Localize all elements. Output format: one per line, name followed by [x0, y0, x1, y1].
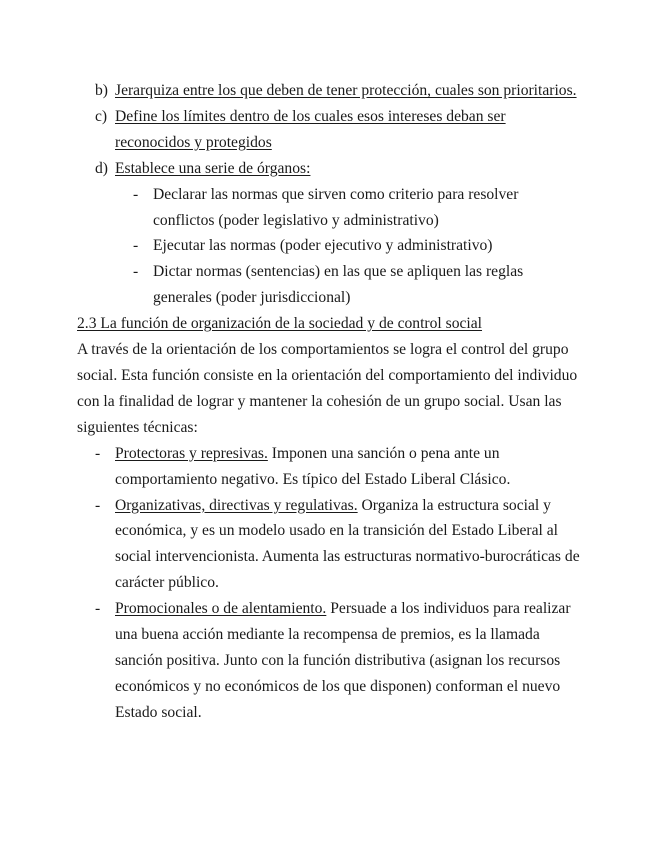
- technique-dash: -: [95, 496, 101, 514]
- technique-text: Persuade a los individuos para realizar una buena acción mediante la recompensa de premios, es la llamada sanción positiva. Junto con la función distributiva (asignan los recursos económicos y no económicos de los que disponen) conforman el nuevo Estado social.: [115, 600, 571, 721]
- list-marker: b): [95, 82, 108, 99]
- technique-dash: -: [95, 444, 101, 462]
- technique-text: Imponen una sanción o pena ante un comportamiento negativo. Es típico del Estado Liberal Clásico.: [115, 444, 511, 488]
- list-marker: c): [95, 107, 108, 125]
- technique-item: [77, 596, 582, 726]
- list-item-d: [77, 156, 582, 182]
- sub-item: [77, 259, 582, 311]
- sub-item: [77, 233, 582, 259]
- list-item-text: Jerarquiza entre los que deben de tener protección, cuales son prioritarios.: [115, 82, 577, 99]
- technique-text: Organiza la estructura social y económica, y es un modelo usado en la transición del Estado Liberal al social intervencionista. Aumenta las estructuras normativo-burocráticas de carácter público.: [115, 496, 580, 592]
- sub-item-dash: -: [133, 263, 139, 281]
- list-item-text: Define los límites dentro de los cuales esos intereses deban ser reconocidos y protegidos: [115, 107, 506, 151]
- technique-item: [77, 441, 582, 493]
- document-page: [77, 78, 582, 726]
- list-item-text: Establece una serie de órganos:: [115, 159, 311, 177]
- sub-item-text: Declarar las normas que sirven como criterio para resolver conflictos (poder legislativo y administrativo): [153, 185, 519, 229]
- sub-item: [77, 182, 582, 234]
- sub-item-text: Ejecutar las normas (poder ejecutivo y administrativo): [153, 237, 493, 255]
- technique-title: Protectoras y represivas.: [115, 444, 268, 462]
- section-heading-text: 2.3 La función de organización de la sociedad y de control social: [77, 315, 483, 333]
- section-heading: [77, 311, 582, 337]
- list-marker: d): [95, 159, 108, 177]
- list-item-b: [77, 78, 582, 104]
- section-paragraph: A través de la orientación de los comportamientos se logra el control del grupo social. Esta función consiste en la orientación del comportamiento del individuo con la finalidad de lograr y mantener la cohesión de un grupo social. Usan las siguientes técnicas:: [77, 341, 578, 436]
- technique-dash: -: [95, 600, 101, 618]
- sub-item-dash: -: [133, 185, 139, 203]
- technique-title: Organizativas, directivas y regulativas.: [115, 496, 358, 514]
- list-item-c: [77, 104, 582, 156]
- technique-item: [77, 493, 582, 597]
- technique-title: Promocionales o de alentamiento.: [115, 600, 327, 618]
- sub-item-dash: -: [133, 237, 139, 255]
- sub-item-text: Dictar normas (sentencias) en las que se apliquen las reglas generales (poder jurisdiccional): [153, 263, 524, 307]
